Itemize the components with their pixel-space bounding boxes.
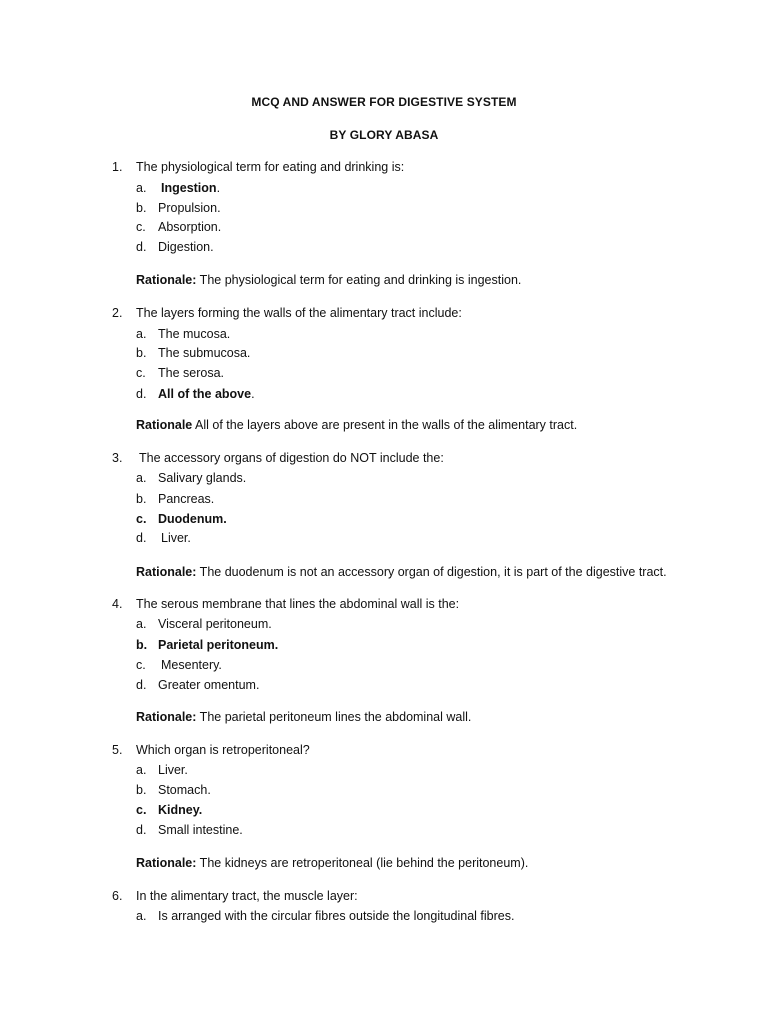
option-letter: c.: [136, 803, 147, 817]
option-letter: b.: [136, 492, 147, 506]
question-number: 4.: [112, 597, 123, 611]
rationale-text: All of the layers above are present in the walls of the alimentary tract.: [192, 418, 578, 432]
option-letter: b.: [136, 201, 147, 215]
rationale-label: Rationale:: [136, 856, 197, 870]
option-text: Salivary glands.: [158, 471, 247, 485]
question-text: The layers forming the walls of the alimentary tract include:: [136, 306, 462, 320]
option-letter: d.: [136, 387, 147, 401]
correct-answer: Duodenum.: [158, 512, 227, 526]
rationale-text: The parietal peritoneum lines the abdominal wall.: [196, 710, 472, 724]
option-suffix: .: [216, 181, 221, 195]
option-letter: a.: [136, 617, 147, 631]
rationale-label: Rationale:: [136, 710, 197, 724]
question-number: 6.: [112, 889, 123, 903]
option-letter: d.: [136, 678, 147, 692]
option-text: Liver.: [161, 531, 191, 545]
rationale-label: Rationale:: [136, 565, 197, 579]
option-suffix: .: [251, 387, 255, 401]
option-text: Absorption.: [158, 220, 222, 234]
rationale: [136, 273, 521, 287]
correct-answer: All of the above: [158, 387, 252, 401]
option-letter: a.: [136, 763, 147, 777]
rationale: [136, 710, 471, 724]
correct-answer: Ingestion: [161, 181, 217, 195]
rationale: [136, 565, 667, 579]
option-text: Stomach.: [158, 783, 211, 797]
option-text: Propulsion.: [158, 201, 221, 215]
question-number: 3.: [112, 451, 123, 465]
option-letter: a.: [136, 327, 147, 341]
option-text: Liver.: [158, 763, 188, 777]
option-letter: d.: [136, 240, 147, 254]
rationale: [136, 418, 577, 432]
option-letter: c.: [136, 366, 146, 380]
option-text: Visceral peritoneum.: [158, 617, 272, 631]
option-text: Small intestine.: [158, 823, 243, 837]
correct-answer: Kidney.: [158, 803, 203, 817]
option-letter: a.: [136, 909, 147, 923]
option-text: Mesentery.: [161, 658, 222, 672]
question-number: 1.: [112, 160, 123, 174]
option-text: Greater omentum.: [158, 678, 260, 692]
rationale-text: The physiological term for eating and drinking is ingestion.: [196, 273, 522, 287]
rationale-label: Rationale:: [136, 273, 197, 287]
rationale-text: The duodenum is not an accessory organ of digestion, it is part of the digestive tract.: [196, 565, 667, 579]
option-letter: b.: [136, 346, 147, 360]
question-text: The physiological term for eating and drinking is:: [136, 160, 405, 174]
option-letter: b.: [136, 638, 148, 652]
question-text: The accessory organs of digestion do NOT include the:: [139, 451, 444, 465]
option-letter: a.: [136, 181, 147, 195]
option-text-correct: [161, 181, 220, 195]
option-letter: a.: [136, 471, 147, 485]
document-author: BY GLORY ABASA: [329, 128, 439, 142]
correct-answer: Parietal peritoneum.: [158, 638, 279, 652]
question-text: Which organ is retroperitoneal?: [136, 743, 310, 757]
question-text: In the alimentary tract, the muscle layer:: [136, 889, 358, 903]
rationale-label: Rationale: [136, 418, 193, 432]
question-number: 2.: [112, 306, 123, 320]
option-text-correct: [158, 387, 255, 401]
question-text: The serous membrane that lines the abdominal wall is the:: [136, 597, 460, 611]
option-letter: c.: [136, 220, 146, 234]
option-text: Is arranged with the circular fibres outside the longitudinal fibres.: [158, 909, 515, 923]
option-letter: d.: [136, 823, 147, 837]
option-letter: c.: [136, 658, 146, 672]
document-title: MCQ AND ANSWER FOR DIGESTIVE SYSTEM: [251, 95, 517, 109]
option-text: The submucosa.: [158, 346, 251, 360]
rationale: [136, 856, 528, 870]
option-letter: b.: [136, 783, 147, 797]
option-text: Digestion.: [158, 240, 214, 254]
rationale-text: The kidneys are retroperitoneal (lie behind the peritoneum).: [196, 856, 529, 870]
option-letter: d.: [136, 531, 147, 545]
question-number: 5.: [112, 743, 123, 757]
option-text: Pancreas.: [158, 492, 215, 506]
option-text: The serosa.: [158, 366, 225, 380]
option-letter: c.: [136, 512, 147, 526]
option-text: The mucosa.: [158, 327, 231, 341]
